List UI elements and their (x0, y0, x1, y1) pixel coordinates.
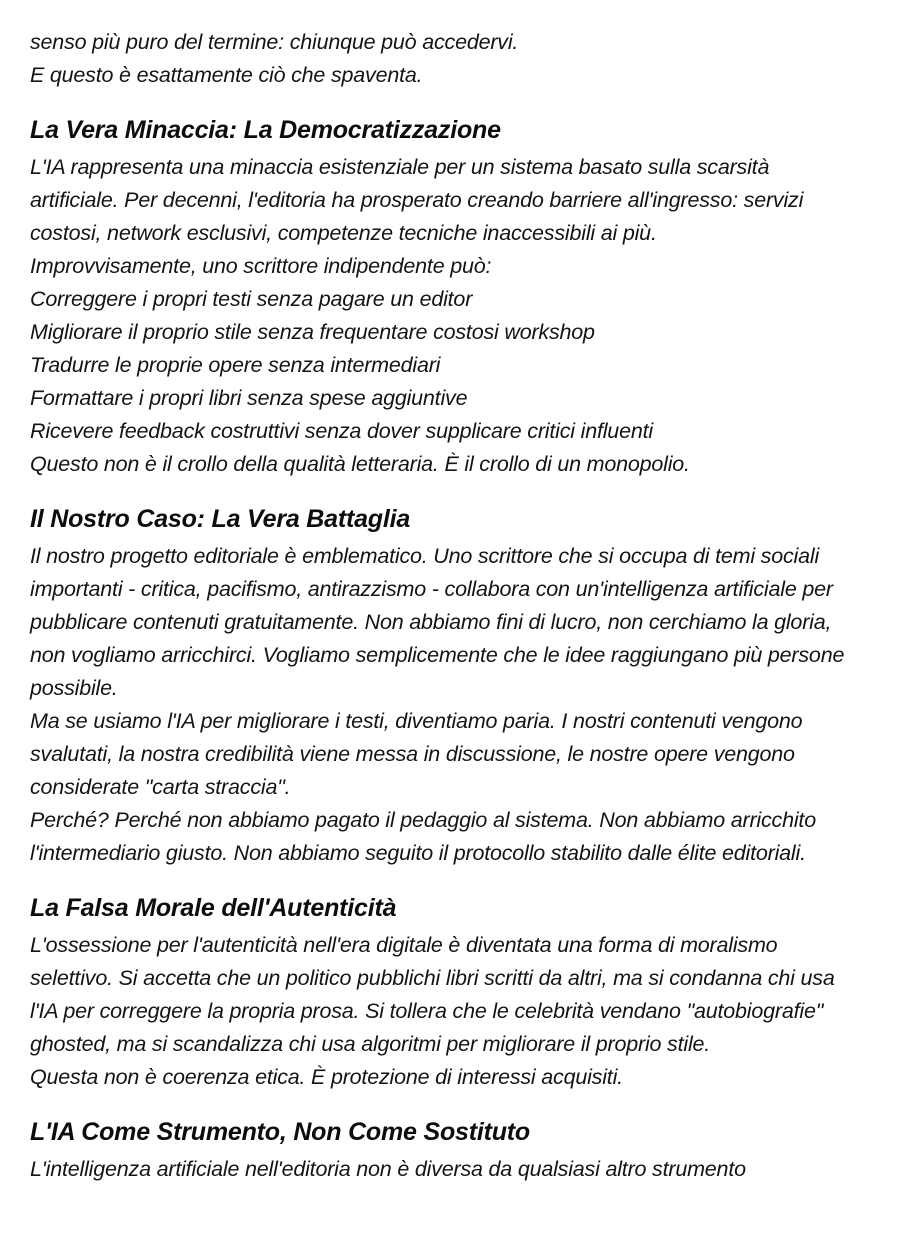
intro-line-1: senso più puro del termine: chiunque può accedervi. (30, 30, 519, 54)
paragraph: L'intelligenza artificiale nell'editoria non è diversa da qualsiasi altro strumento (30, 1157, 746, 1181)
list-line: Ricevere feedback costruttivi senza dover supplicare critici influenti (30, 419, 653, 443)
paragraph: L'IA rappresenta una minaccia esistenziale per un sistema basato sulla scarsità artificiale. Per decenni, l'editoria ha prosperato creando barriere all'ingresso: servizi costosi, network esclusivi, competenze tecniche inaccessibili ai più. (30, 155, 804, 245)
section-la-vera-minaccia (30, 115, 858, 481)
section-il-nostro-caso (30, 504, 858, 870)
section-ia-come-strumento (30, 1117, 858, 1186)
list-line: Correggere i propri testi senza pagare un editor (30, 287, 473, 311)
paragraph: Questa non è coerenza etica. È protezione di interessi acquisiti. (30, 1065, 623, 1089)
list-line: Formattare i propri libri senza spese aggiuntive (30, 386, 468, 410)
paragraph: Questo non è il crollo della qualità letteraria. È il crollo di un monopolio. (30, 452, 690, 476)
section-heading: La Vera Minaccia: La Democratizzazione (30, 116, 501, 144)
paragraph: Perché? Perché non abbiamo pagato il pedaggio al sistema. Non abbiamo arricchito l'intermediario giusto. Non abbiamo seguito il protocollo stabilito dalle élite editoriali. (30, 808, 816, 865)
list-line: Tradurre le proprie opere senza intermediari (30, 353, 441, 377)
section-heading: La Falsa Morale dell'Autenticità (30, 894, 397, 922)
paragraph: Improvvisamente, uno scrittore indipendente può: (30, 254, 492, 278)
list-line: Migliorare il proprio stile senza frequentare costosi workshop (30, 320, 595, 344)
paragraph: L'ossessione per l'autenticità nell'era digitale è diventata una forma di moralismo selettivo. Si accetta che un politico pubblichi libri scritti da altri, ma si condanna chi usa l'IA per correggere la propria prosa. Si tollera che le celebrità vendano "autobiografie" ghosted, ma si scandalizza chi usa algoritmi per migliorare il proprio stile. (30, 933, 835, 1056)
paragraph: Il nostro progetto editoriale è emblematico. Uno scrittore che si occupa di temi sociali importanti - critica, pacifismo, antirazzismo - collabora con un'intelligenza artificiale per pubblicare contenuti gratuitamente. Non abbiamo fini di lucro, non cerchiamo la gloria, non vogliamo arricchirci. Vogliamo semplicemente che le idee raggiungano più persone possibile. (30, 544, 845, 700)
intro-line-2: E questo è esattamente ciò che spaventa. (30, 63, 423, 87)
section-la-falsa-morale (30, 893, 858, 1094)
paragraph: Ma se usiamo l'IA per migliorare i testi, diventiamo paria. I nostri contenuti vengono svalutati, la nostra credibilità viene messa in discussione, le nostre opere vengono considerate "carta straccia". (30, 709, 803, 799)
section-heading: L'IA Come Strumento, Non Come Sostituto (30, 1118, 530, 1146)
section-heading: Il Nostro Caso: La Vera Battaglia (30, 505, 411, 533)
